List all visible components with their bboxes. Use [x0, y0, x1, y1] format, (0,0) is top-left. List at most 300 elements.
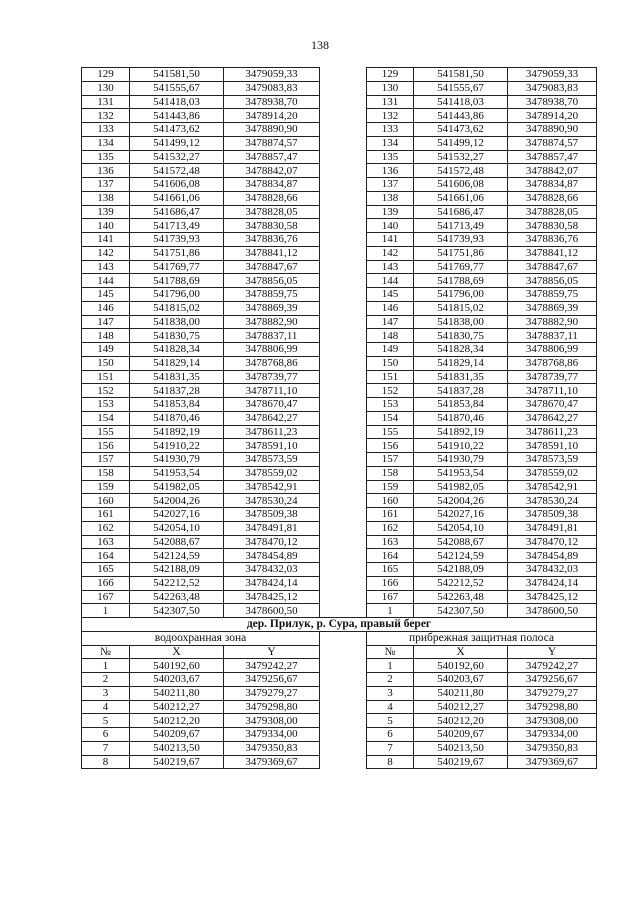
water-protection-zone-title: водоохранная зона [82, 631, 320, 645]
y-coordinate-cell: 3479369,67 [224, 755, 320, 769]
column-gap [320, 755, 367, 769]
table-row [82, 590, 597, 604]
point-number-cell: 165 [82, 563, 130, 577]
x-coordinate-cell: 541751,86 [130, 246, 224, 260]
y-coordinate-cell: 3478882,90 [224, 315, 320, 329]
column-gap [320, 370, 367, 384]
column-gap [320, 356, 367, 370]
y-coordinate-cell: 3478424,14 [224, 576, 320, 590]
x-coordinate-cell: 541982,05 [414, 480, 508, 494]
table-row [82, 439, 597, 453]
table-row [82, 315, 597, 329]
table-row [82, 68, 597, 82]
table-row [82, 728, 597, 742]
x-coordinate-cell: 541739,93 [414, 233, 508, 247]
x-header: X [130, 645, 224, 659]
point-number-cell: 5 [367, 714, 414, 728]
point-number-cell: 135 [82, 150, 130, 164]
table-row [82, 288, 597, 302]
column-gap [320, 535, 367, 549]
y-coordinate-cell: 3478806,99 [224, 343, 320, 357]
number-header: № [367, 645, 414, 659]
point-number-cell: 136 [367, 164, 414, 178]
y-coordinate-cell: 3479350,83 [508, 741, 597, 755]
x-coordinate-cell: 541828,34 [130, 343, 224, 357]
table-row [82, 233, 597, 247]
x-coordinate-cell: 540192,60 [414, 659, 508, 673]
y-coordinate-cell: 3478642,27 [224, 411, 320, 425]
x-coordinate-cell: 542188,09 [414, 563, 508, 577]
x-coordinate-cell: 541713,49 [130, 219, 224, 233]
x-coordinate-cell: 541443,86 [414, 109, 508, 123]
point-number-cell: 163 [82, 535, 130, 549]
point-number-cell: 150 [367, 356, 414, 370]
x-coordinate-cell: 541930,79 [130, 453, 224, 467]
point-number-cell: 165 [367, 563, 414, 577]
section-title-row [82, 618, 597, 632]
y-coordinate-cell: 3478424,14 [508, 576, 597, 590]
table-row [82, 301, 597, 315]
point-number-cell: 162 [82, 521, 130, 535]
x-coordinate-cell: 541853,84 [414, 398, 508, 412]
point-number-cell: 1 [82, 659, 130, 673]
x-coordinate-cell: 541829,14 [414, 356, 508, 370]
column-gap [320, 631, 367, 645]
x-coordinate-cell: 541953,54 [414, 466, 508, 480]
y-coordinate-cell: 3478828,05 [224, 205, 320, 219]
point-number-cell: 6 [367, 728, 414, 742]
column-gap [320, 233, 367, 247]
table-row [82, 246, 597, 260]
y-coordinate-cell: 3478670,47 [224, 398, 320, 412]
y-coordinate-cell: 3478432,03 [508, 563, 597, 577]
point-number-cell: 160 [82, 494, 130, 508]
y-coordinate-cell: 3478470,12 [508, 535, 597, 549]
y-coordinate-cell: 3479083,83 [224, 81, 320, 95]
point-number-cell: 135 [367, 150, 414, 164]
y-coordinate-cell: 3478509,38 [224, 508, 320, 522]
y-coordinate-cell: 3479083,83 [508, 81, 597, 95]
x-coordinate-cell: 541838,00 [130, 315, 224, 329]
point-number-cell: 132 [82, 109, 130, 123]
table-row [82, 508, 597, 522]
point-number-cell: 162 [367, 521, 414, 535]
y-coordinate-cell: 3479308,00 [224, 714, 320, 728]
y-coordinate-cell: 3478491,81 [224, 521, 320, 535]
column-gap [320, 549, 367, 563]
x-coordinate-cell: 541831,35 [130, 370, 224, 384]
point-number-cell: 142 [82, 246, 130, 260]
point-number-cell: 133 [367, 123, 414, 137]
point-number-cell: 148 [367, 329, 414, 343]
x-coordinate-cell: 541815,02 [130, 301, 224, 315]
table-row [82, 109, 597, 123]
y-coordinate-cell: 3478573,59 [224, 453, 320, 467]
x-coordinate-cell: 540212,20 [130, 714, 224, 728]
point-number-cell: 5 [82, 714, 130, 728]
table-row [82, 398, 597, 412]
y-coordinate-cell: 3478600,50 [224, 604, 320, 618]
column-gap [320, 659, 367, 673]
y-coordinate-cell: 3478837,11 [224, 329, 320, 343]
page-number: 138 [311, 38, 329, 52]
point-number-cell: 151 [82, 370, 130, 384]
table-row [82, 466, 597, 480]
y-coordinate-cell: 3478491,81 [508, 521, 597, 535]
point-number-cell: 2 [367, 673, 414, 687]
x-coordinate-cell: 540209,67 [130, 728, 224, 742]
y-coordinate-cell: 3478938,70 [224, 95, 320, 109]
point-number-cell: 138 [82, 191, 130, 205]
x-coordinate-cell: 542307,50 [130, 604, 224, 618]
x-coordinate-cell: 541788,69 [414, 274, 508, 288]
y-coordinate-cell: 3478857,47 [224, 150, 320, 164]
x-coordinate-cell: 541870,46 [414, 411, 508, 425]
column-gap [320, 686, 367, 700]
point-number-cell: 145 [82, 288, 130, 302]
point-number-cell: 161 [367, 508, 414, 522]
y-coordinate-cell: 3479298,80 [508, 700, 597, 714]
x-coordinate-cell: 541499,12 [414, 136, 508, 150]
column-gap [320, 191, 367, 205]
x-coordinate-cell: 541661,06 [130, 191, 224, 205]
x-coordinate-cell: 541796,00 [414, 288, 508, 302]
zone-title-row [82, 631, 597, 645]
column-gap [320, 81, 367, 95]
column-gap [320, 604, 367, 618]
x-coordinate-cell: 541837,28 [414, 384, 508, 398]
x-coordinate-cell: 541910,22 [130, 439, 224, 453]
x-coordinate-cell: 541572,48 [414, 164, 508, 178]
table-row [82, 673, 597, 687]
y-coordinate-cell: 3478837,11 [508, 329, 597, 343]
y-coordinate-cell: 3478847,67 [224, 260, 320, 274]
column-gap [320, 343, 367, 357]
y-coordinate-cell: 3478591,10 [224, 439, 320, 453]
point-number-cell: 153 [82, 398, 130, 412]
point-number-cell: 130 [367, 81, 414, 95]
x-coordinate-cell: 541751,86 [414, 246, 508, 260]
y-coordinate-cell: 3478670,47 [508, 398, 597, 412]
y-coordinate-cell: 3478711,10 [508, 384, 597, 398]
table-row [82, 329, 597, 343]
point-number-cell: 4 [367, 700, 414, 714]
x-coordinate-cell: 541686,47 [414, 205, 508, 219]
y-coordinate-cell: 3478828,66 [224, 191, 320, 205]
table-row [82, 260, 597, 274]
x-coordinate-cell: 542263,48 [130, 590, 224, 604]
y-coordinate-cell: 3478874,57 [508, 136, 597, 150]
y-coordinate-cell: 3478847,67 [508, 260, 597, 274]
point-number-cell: 143 [367, 260, 414, 274]
table-row [82, 95, 597, 109]
point-number-cell: 140 [82, 219, 130, 233]
table-row [82, 178, 597, 192]
y-coordinate-cell: 3478834,87 [508, 178, 597, 192]
x-coordinate-cell: 541532,27 [130, 150, 224, 164]
column-gap [320, 68, 367, 82]
y-coordinate-cell: 3478836,76 [224, 233, 320, 247]
point-number-cell: 146 [82, 301, 130, 315]
column-gap [320, 411, 367, 425]
point-number-cell: 147 [367, 315, 414, 329]
point-number-cell: 164 [82, 549, 130, 563]
x-coordinate-cell: 541581,50 [130, 68, 224, 82]
point-number-cell: 146 [367, 301, 414, 315]
y-coordinate-cell: 3478859,75 [224, 288, 320, 302]
x-coordinate-cell: 541606,08 [130, 178, 224, 192]
column-gap [320, 136, 367, 150]
y-coordinate-cell: 3478425,12 [224, 590, 320, 604]
y-coordinate-cell: 3478573,59 [508, 453, 597, 467]
y-coordinate-cell: 3478768,86 [508, 356, 597, 370]
x-coordinate-cell: 541930,79 [414, 453, 508, 467]
y-coordinate-cell: 3478611,23 [508, 425, 597, 439]
x-coordinate-cell: 542027,16 [130, 508, 224, 522]
point-number-cell: 139 [367, 205, 414, 219]
column-gap [320, 466, 367, 480]
y-coordinate-cell: 3478828,66 [508, 191, 597, 205]
y-coordinate-cell: 3478768,86 [224, 356, 320, 370]
column-gap [320, 109, 367, 123]
column-gap [320, 150, 367, 164]
y-coordinate-cell: 3478869,39 [508, 301, 597, 315]
x-coordinate-cell: 541473,62 [130, 123, 224, 137]
point-number-cell: 156 [82, 439, 130, 453]
x-coordinate-cell: 542307,50 [414, 604, 508, 618]
y-coordinate-cell: 3478869,39 [224, 301, 320, 315]
y-coordinate-cell: 3479242,27 [224, 659, 320, 673]
x-coordinate-cell: 542027,16 [414, 508, 508, 522]
table-row [82, 274, 597, 288]
y-coordinate-cell: 3478842,07 [224, 164, 320, 178]
y-coordinate-cell: 3478882,90 [508, 315, 597, 329]
x-coordinate-cell: 540219,67 [130, 755, 224, 769]
y-coordinate-cell: 3478559,02 [224, 466, 320, 480]
point-number-cell: 134 [82, 136, 130, 150]
column-gap [320, 576, 367, 590]
x-coordinate-cell: 541686,47 [130, 205, 224, 219]
y-coordinate-cell: 3478841,12 [508, 246, 597, 260]
point-number-cell: 151 [367, 370, 414, 384]
column-gap [320, 123, 367, 137]
y-coordinate-cell: 3478739,77 [508, 370, 597, 384]
x-coordinate-cell: 541443,86 [130, 109, 224, 123]
point-number-cell: 133 [82, 123, 130, 137]
x-coordinate-cell: 541788,69 [130, 274, 224, 288]
y-coordinate-cell: 3478509,38 [508, 508, 597, 522]
table-row [82, 549, 597, 563]
point-number-cell: 137 [367, 178, 414, 192]
column-gap [320, 260, 367, 274]
x-coordinate-cell: 541532,27 [414, 150, 508, 164]
coastal-protection-strip-title: прибрежная защитная полоса [367, 631, 597, 645]
section-title: дер. Прилук, р. Сура, правый берег [82, 618, 597, 632]
y-coordinate-cell: 3478642,27 [508, 411, 597, 425]
x-coordinate-cell: 541830,75 [414, 329, 508, 343]
table-row [82, 535, 597, 549]
point-number-cell: 150 [82, 356, 130, 370]
point-number-cell: 137 [82, 178, 130, 192]
x-coordinate-cell: 541713,49 [414, 219, 508, 233]
table-row [82, 686, 597, 700]
x-coordinate-cell: 541661,06 [414, 191, 508, 205]
point-number-cell: 157 [367, 453, 414, 467]
table-row [82, 164, 597, 178]
column-gap [320, 164, 367, 178]
point-number-cell: 6 [82, 728, 130, 742]
y-coordinate-cell: 3478559,02 [508, 466, 597, 480]
point-number-cell: 142 [367, 246, 414, 260]
point-number-cell: 131 [82, 95, 130, 109]
x-coordinate-cell: 541837,28 [130, 384, 224, 398]
point-number-cell: 158 [367, 466, 414, 480]
y-header: Y [224, 645, 320, 659]
table-row [82, 150, 597, 164]
point-number-cell: 157 [82, 453, 130, 467]
table-row [82, 205, 597, 219]
table-row [82, 480, 597, 494]
x-coordinate-cell: 540209,67 [414, 728, 508, 742]
column-gap [320, 274, 367, 288]
point-number-cell: 8 [367, 755, 414, 769]
column-gap [320, 521, 367, 535]
point-number-cell: 3 [82, 686, 130, 700]
y-coordinate-cell: 3478830,58 [224, 219, 320, 233]
y-coordinate-cell: 3478856,05 [224, 274, 320, 288]
column-gap [320, 205, 367, 219]
table-row [82, 453, 597, 467]
y-coordinate-cell: 3478857,47 [508, 150, 597, 164]
y-coordinate-cell: 3479350,83 [224, 741, 320, 755]
x-coordinate-cell: 540211,80 [414, 686, 508, 700]
point-number-cell: 154 [367, 411, 414, 425]
table-row [82, 700, 597, 714]
point-number-cell: 3 [367, 686, 414, 700]
point-number-cell: 2 [82, 673, 130, 687]
point-number-cell: 1 [82, 604, 130, 618]
point-number-cell: 139 [82, 205, 130, 219]
point-number-cell: 159 [367, 480, 414, 494]
x-coordinate-cell: 541815,02 [414, 301, 508, 315]
point-number-cell: 7 [82, 741, 130, 755]
x-coordinate-cell: 541870,46 [130, 411, 224, 425]
column-gap [320, 301, 367, 315]
point-number-cell: 167 [367, 590, 414, 604]
column-gap [320, 728, 367, 742]
y-header: Y [508, 645, 597, 659]
x-coordinate-cell: 540211,80 [130, 686, 224, 700]
point-number-cell: 156 [367, 439, 414, 453]
x-coordinate-cell: 541982,05 [130, 480, 224, 494]
column-gap [320, 714, 367, 728]
point-number-cell: 147 [82, 315, 130, 329]
table-row [82, 755, 597, 769]
x-coordinate-cell: 541555,67 [130, 81, 224, 95]
y-coordinate-cell: 3478600,50 [508, 604, 597, 618]
point-number-cell: 148 [82, 329, 130, 343]
point-number-cell: 167 [82, 590, 130, 604]
x-coordinate-cell: 541769,77 [414, 260, 508, 274]
y-coordinate-cell: 3479242,27 [508, 659, 597, 673]
column-gap [320, 741, 367, 755]
coordinates-table [81, 67, 597, 769]
y-coordinate-cell: 3478914,20 [508, 109, 597, 123]
y-coordinate-cell: 3479334,00 [508, 728, 597, 742]
y-coordinate-cell: 3478830,58 [508, 219, 597, 233]
point-number-cell: 149 [82, 343, 130, 357]
x-coordinate-cell: 542188,09 [130, 563, 224, 577]
table-row [82, 425, 597, 439]
table-row [82, 741, 597, 755]
table-row [82, 576, 597, 590]
x-coordinate-cell: 542054,10 [130, 521, 224, 535]
x-coordinate-cell: 541828,34 [414, 343, 508, 357]
y-coordinate-cell: 3479279,27 [508, 686, 597, 700]
y-coordinate-cell: 3478828,05 [508, 205, 597, 219]
x-coordinate-cell: 542124,59 [414, 549, 508, 563]
x-coordinate-cell: 542263,48 [414, 590, 508, 604]
point-number-cell: 164 [367, 549, 414, 563]
x-coordinate-cell: 541581,50 [414, 68, 508, 82]
x-coordinate-cell: 540212,20 [414, 714, 508, 728]
point-number-cell: 141 [82, 233, 130, 247]
x-coordinate-cell: 542088,67 [414, 535, 508, 549]
table-row [82, 411, 597, 425]
x-coordinate-cell: 542054,10 [414, 521, 508, 535]
table-row [82, 123, 597, 137]
y-coordinate-cell: 3478874,57 [224, 136, 320, 150]
column-gap [320, 384, 367, 398]
x-coordinate-cell: 542124,59 [130, 549, 224, 563]
y-coordinate-cell: 3478530,24 [224, 494, 320, 508]
x-coordinate-cell: 541838,00 [414, 315, 508, 329]
column-gap [320, 673, 367, 687]
y-coordinate-cell: 3478542,91 [508, 480, 597, 494]
x-coordinate-cell: 540219,67 [414, 755, 508, 769]
point-number-cell: 161 [82, 508, 130, 522]
point-number-cell: 7 [367, 741, 414, 755]
x-coordinate-cell: 540192,60 [130, 659, 224, 673]
y-coordinate-cell: 3478841,12 [224, 246, 320, 260]
table-row [82, 659, 597, 673]
table-row [82, 191, 597, 205]
x-coordinate-cell: 542004,26 [414, 494, 508, 508]
table-row [82, 521, 597, 535]
x-header: X [414, 645, 508, 659]
point-number-cell: 130 [82, 81, 130, 95]
x-coordinate-cell: 541829,14 [130, 356, 224, 370]
y-coordinate-cell: 3478890,90 [224, 123, 320, 137]
column-gap [320, 494, 367, 508]
point-number-cell: 149 [367, 343, 414, 357]
point-number-cell: 1 [367, 604, 414, 618]
column-gap [320, 219, 367, 233]
y-coordinate-cell: 3478859,75 [508, 288, 597, 302]
table-row [82, 219, 597, 233]
y-coordinate-cell: 3479369,67 [508, 755, 597, 769]
column-gap [320, 315, 367, 329]
point-number-cell: 144 [367, 274, 414, 288]
x-coordinate-cell: 541892,19 [130, 425, 224, 439]
y-coordinate-cell: 3479334,00 [224, 728, 320, 742]
x-coordinate-cell: 542212,52 [130, 576, 224, 590]
y-coordinate-cell: 3478454,89 [224, 549, 320, 563]
y-coordinate-cell: 3479279,27 [224, 686, 320, 700]
point-number-cell: 8 [82, 755, 130, 769]
point-number-cell: 163 [367, 535, 414, 549]
table-row [82, 343, 597, 357]
